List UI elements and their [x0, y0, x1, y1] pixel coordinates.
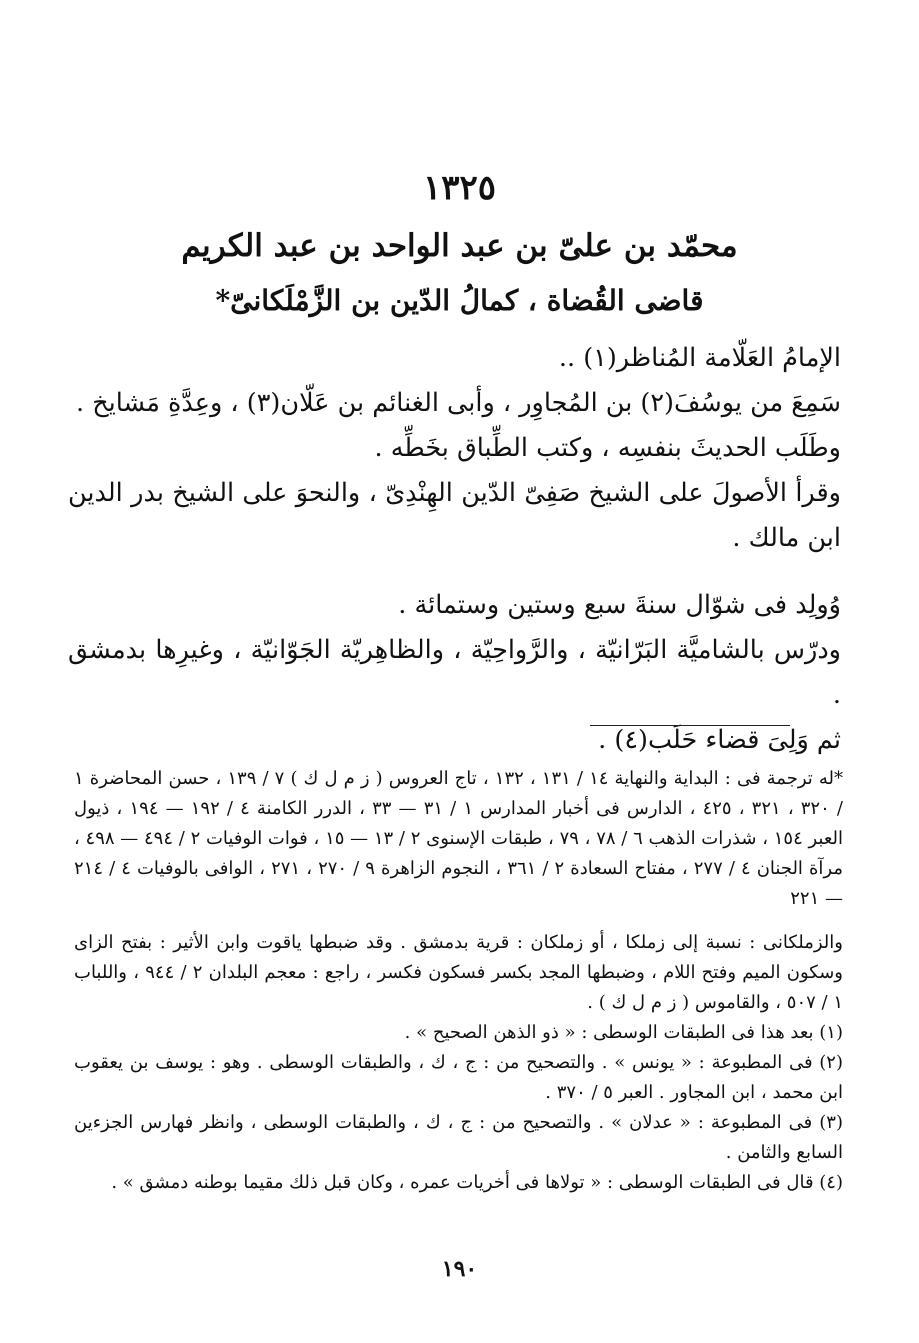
body-paragraph: الإمامُ العَلّامة المُناظر(١) ..: [558, 343, 841, 373]
body-paragraph: ثم وَلِىَ قضاء حَلَب(٤) .: [598, 725, 841, 755]
entry-number: ١٣٢٥: [422, 168, 497, 208]
body-paragraph: وقرأ الأصولَ على الشيخ صَفِىّ الدّين الهِنْدِىّ ، والنحوَ على الشيخ بدر الدين ابن مالك .: [68, 478, 841, 553]
body-paragraph: وطَلَب الحديثَ بنفسِه ، وكتب الطِّباق بخَطِّه .: [374, 433, 841, 463]
footnote-item: (١) بعد هذا فى الطبقات الوسطى : « ذو الذهن الصحيح » .: [404, 1022, 843, 1043]
body-paragraph: ودرّس بالشاميَّة البَرّانيّة ، والرَّواحِيّة ، والظاهِريّة الجَوّانيّة ، وغيرِها بدمشق .: [68, 635, 841, 710]
footnotes: [74, 764, 843, 1198]
footnote-item: (٤) قال فى الطبقات الوسطى : « تولاها فى أخريات عمره ، وكان قبل ذلك مقيما بوطنه دمشق » .: [111, 1172, 843, 1193]
paragraph-spacer: [68, 561, 841, 583]
page-number: ١٩٠: [441, 1256, 478, 1282]
footnote-gap: [74, 914, 843, 928]
biography-name: محمّد بن علىّ بن عبد الواحد بن عبد الكريم: [181, 228, 738, 264]
footnote-sources: *له ترجمة فى : البداية والنهاية ١٤ / ١٣١ ، ١٣٢ ، تاج العروس ( ز م ل ك ) ٧ / ١٣٩ ، حسن المحاضرة ١ / ٣٢٠ ، ٣٢١ ، ٤٢٥ ، الدارس فى أخبار المدارس ١ / ٣١ — ٣٣ ، الدرر الكامنة ٤ / ١٩٢ — ١٩٤ ، ذيول العبر ١٥٤ ، شذرات الذهب ٦ / ٧٨ ، ٧٩ ، طبقات الإسنوى ٢ / ١٣ — ١٥ ، فوات الوفيات ٢ / ٤٩٤ — ٤٩٨ ، مرآة الجنان ٤ / ٢٧٧ ، مفتاح السعادة ٢ / ٣٦١ ، النجوم الزاهرة ٩ / ٢٧٠ ، ٢٧١ ، الوافى بالوفيات ٤ / ٢١٤ — ٢٢١: [74, 768, 844, 909]
footnote-divider: [590, 725, 790, 726]
footnote-nisba: والزملكانى : نسبة إلى زملكا ، أو زملكان : قرية بدمشق . وقد ضبطها ياقوت وابن الأثير : بفتح الزاى وسكون الميم وفتح اللام ، وضبطها المجد بكسر فسكون فكسر ، راجع : معجم البلدان ٢ / ٩٤٤ ، واللباب ١ / ٥٠٧ ، والقاموس ( ز م ل ك ) .: [74, 932, 843, 1013]
body-paragraph: سَمِعَ من يوسُفَ(٢) بن المُجاوِر ، وأبى الغنائم بن عَلّان(٣) ، وعِدَّةِ مَشايخ .: [75, 388, 841, 418]
footnote-item: (٢) فى المطبوعة : « يونس » . والتصحيح من : ج ، ك ، والطبقات الوسطى . وهو : يوسف بن يعقوب ابن محمد ، ابن المجاور . العبر ٥ / ٣٧٠ .: [74, 1052, 843, 1103]
body-paragraph: وُولِد فى شوّال سنةَ سبع وستين وستمائة .: [398, 590, 841, 620]
biography-title: قاضى القُضاة ، كمالُ الدّين بن الزَّمْلَكانىّ*: [215, 284, 704, 317]
biography-body: [68, 336, 841, 763]
footnote-item: (٣) فى المطبوعة : « عدلان » . والتصحيح من : ج ، ك ، والطبقات الوسطى ، وانظر فهارس الجزءين السابع والثامن .: [74, 1112, 843, 1163]
